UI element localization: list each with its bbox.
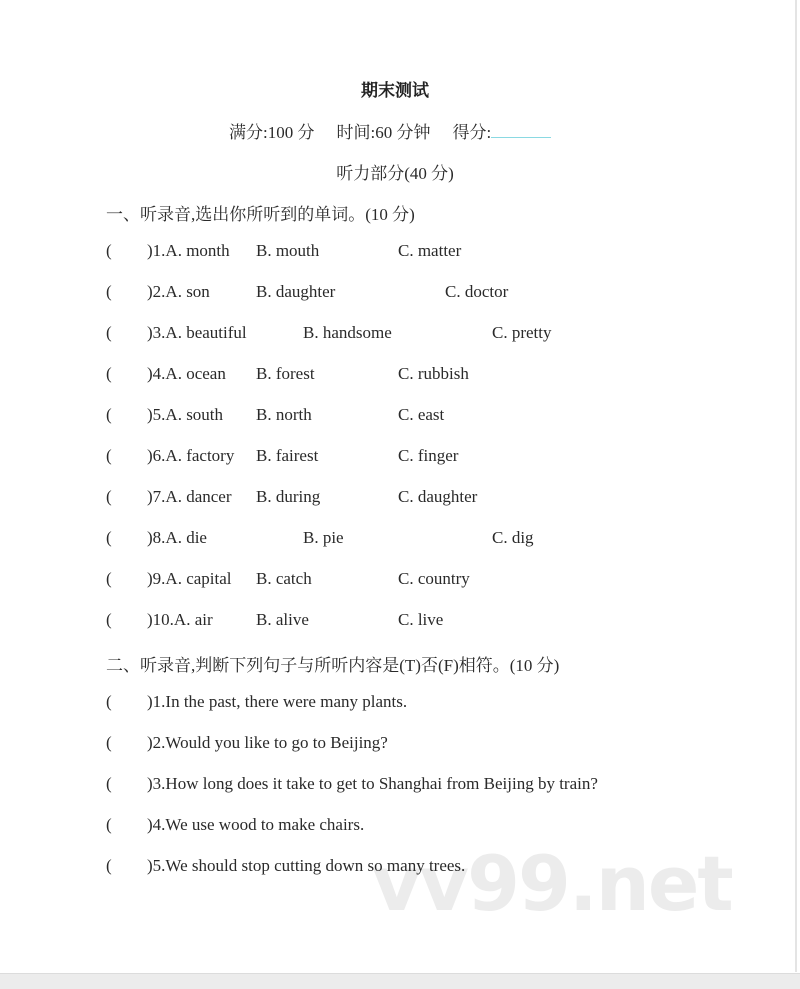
option-c: C. live xyxy=(398,610,444,629)
exam-title: 期末测试 xyxy=(361,81,429,101)
answer-blank[interactable]: ( xyxy=(106,364,112,383)
answer-blank[interactable]: ( xyxy=(106,733,112,752)
option-b: B. forest xyxy=(256,364,315,383)
option-b: B. alive xyxy=(256,610,309,629)
option-c: C. doctor xyxy=(445,282,509,301)
answer-blank[interactable]: ( xyxy=(106,692,112,711)
option-c: C. daughter xyxy=(398,487,478,506)
part-title: 听力部分(40 分) xyxy=(336,164,454,183)
answer-blank[interactable]: ( xyxy=(106,405,112,424)
statement-text: )5.We should stop cutting down so many trees. xyxy=(147,856,466,875)
option-c: C. finger xyxy=(398,446,459,465)
option-b: B. catch xyxy=(256,569,312,588)
answer-blank[interactable]: ( xyxy=(106,815,112,834)
answer-blank[interactable]: ( xyxy=(106,282,112,301)
score-label: 得分: xyxy=(452,123,492,142)
option-a: )1.A. month xyxy=(147,241,230,260)
answer-blank[interactable]: ( xyxy=(106,487,112,506)
answer-blank[interactable]: ( xyxy=(106,323,112,342)
answer-blank[interactable]: ( xyxy=(106,241,112,260)
option-c: C. matter xyxy=(398,241,462,260)
time-limit: 时间:60 分钟 xyxy=(336,123,431,142)
option-a: )8.A. die xyxy=(147,528,207,547)
statement-text: )4.We use wood to make chairs. xyxy=(147,815,365,834)
answer-blank[interactable]: ( xyxy=(106,569,112,588)
option-a: )2.A. son xyxy=(147,282,210,301)
option-b: B. handsome xyxy=(303,323,392,342)
option-b: B. north xyxy=(256,405,312,424)
section-2-heading: 二、听录音,判断下列句子与所听内容是(T)否(F)相符。(10 分) xyxy=(106,656,560,675)
option-a: )7.A. dancer xyxy=(147,487,232,506)
option-b: B. mouth xyxy=(256,241,320,260)
statement-text: )3.How long does it take to get to Shanghai from Beijing by train? xyxy=(147,774,598,793)
answer-blank[interactable]: ( xyxy=(106,446,112,465)
watermark: vv99.net xyxy=(372,839,732,928)
answer-blank[interactable]: ( xyxy=(106,610,112,629)
section-1-heading: 一、听录音,选出你所听到的单词。(10 分) xyxy=(106,205,415,224)
option-a: )5.A. south xyxy=(147,405,224,424)
answer-blank[interactable]: ( xyxy=(106,774,112,793)
option-a: )3.A. beautiful xyxy=(147,323,247,342)
answer-blank[interactable]: ( xyxy=(106,528,112,547)
option-c: C. east xyxy=(398,405,445,424)
score-blank-field[interactable] xyxy=(491,121,551,138)
option-b: B. daughter xyxy=(256,282,336,301)
option-c: C. country xyxy=(398,569,470,588)
exam-meta xyxy=(229,118,573,143)
full-score: 满分:100 分 xyxy=(229,123,315,142)
option-b: B. pie xyxy=(303,528,344,547)
answer-blank[interactable]: ( xyxy=(106,856,112,875)
option-a: )4.A. ocean xyxy=(147,364,226,383)
option-b: B. fairest xyxy=(256,446,319,465)
option-b: B. during xyxy=(256,487,321,506)
option-c: C. pretty xyxy=(492,323,552,342)
viewer-bottom-strip xyxy=(0,973,800,989)
statement-text: )1.In the past, there were many plants. xyxy=(147,692,408,711)
option-a: )10.A. air xyxy=(147,610,213,629)
option-a: )9.A. capital xyxy=(147,569,232,588)
option-c: C. rubbish xyxy=(398,364,469,383)
option-c: C. dig xyxy=(492,528,534,547)
option-a: )6.A. factory xyxy=(147,446,235,465)
statement-text: )2.Would you like to go to Beijing? xyxy=(147,733,388,752)
